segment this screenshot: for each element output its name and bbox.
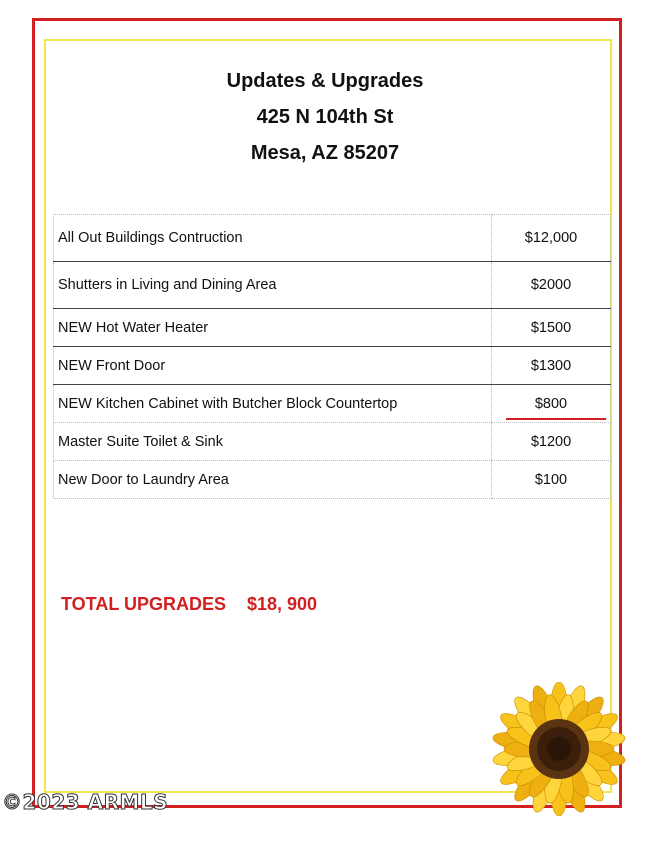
item-price: $12,000 [492, 215, 611, 262]
table-row [54, 262, 611, 309]
item-description: New Door to Laundry Area [54, 461, 492, 499]
item-price: $1200 [492, 423, 611, 461]
item-price: $1300 [492, 347, 611, 385]
item-description: NEW Front Door [54, 347, 492, 385]
item-price: $100 [492, 461, 611, 499]
upgrades-table [53, 214, 611, 499]
table-row [54, 215, 611, 262]
item-description: NEW Kitchen Cabinet with Butcher Block Countertop [54, 385, 492, 423]
item-description: NEW Hot Water Heater [54, 309, 492, 347]
document-title: Updates & Upgrades [226, 70, 424, 92]
table-row [54, 309, 611, 347]
table-row [54, 385, 611, 423]
table-row [54, 347, 611, 385]
sunflower-icon [492, 682, 626, 816]
item-description: Shutters in Living and Dining Area [54, 262, 492, 309]
item-price: $800 [492, 385, 611, 423]
copyright-watermark: ©2023 ARMLS [2, 790, 169, 814]
table-row [54, 461, 611, 499]
item-price: $2000 [492, 262, 611, 309]
address-street: 425 N 104th St [256, 106, 394, 128]
item-price: $1500 [492, 309, 611, 347]
address-city: Mesa, AZ 85207 [250, 142, 400, 164]
total-label: TOTAL UPGRADES [61, 594, 227, 614]
item-description: All Out Buildings Contruction [54, 215, 492, 262]
table-row [54, 423, 611, 461]
item-description: Master Suite Toilet & Sink [54, 423, 492, 461]
price-underline-mark [506, 418, 606, 420]
total-value: $18, 900 [247, 594, 318, 614]
